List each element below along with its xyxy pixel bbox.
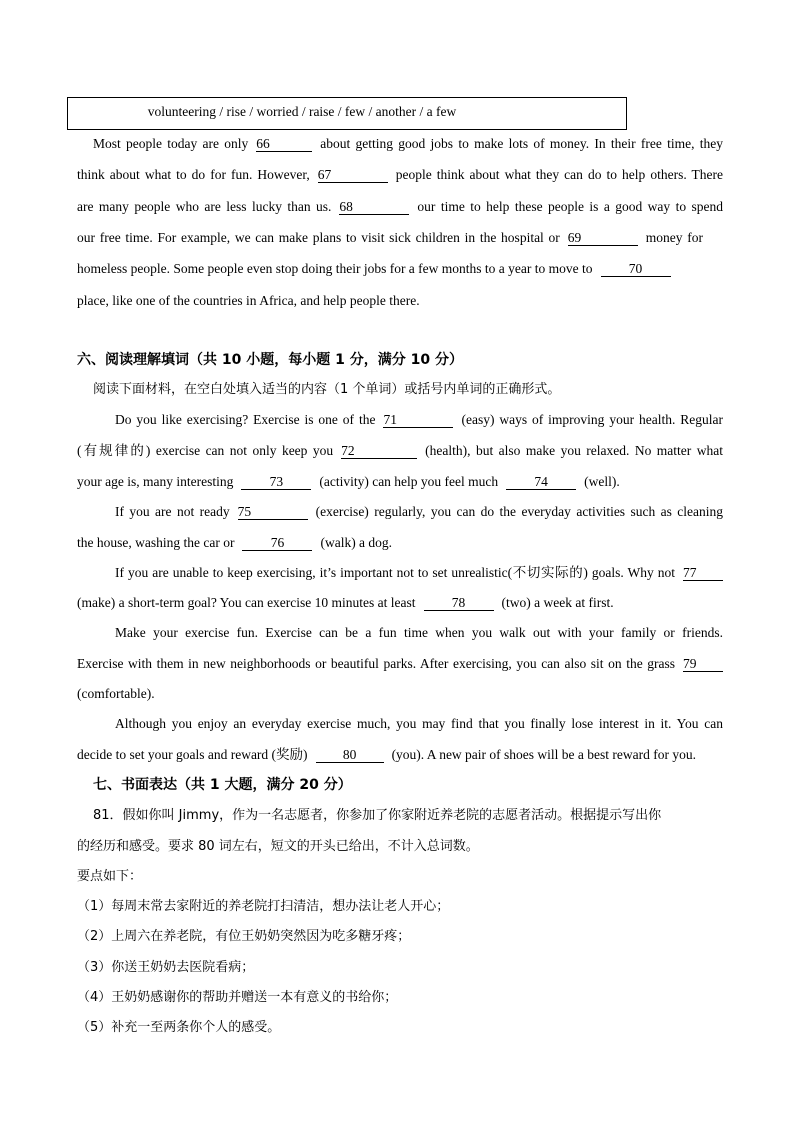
s6-line-12: decide to set your goals and reward (奖励) 80 (you). A new pair of shoes will be a best reward for you. [77, 747, 696, 762]
s6-line-11: Although you enjoy an everyday exercise much, you may find that you finally lose interest in it. You can [115, 716, 723, 731]
section6-instruction: 阅读下面材料，在空白处填入适当的内容（1 个单词）或括号内单词的正确形式。 [93, 382, 561, 397]
section7-point-2: （2）上周六在养老院，有位王奶奶突然因为吃多糖牙疼； [77, 929, 411, 944]
s6-line-6: If you are unable to keep exercising, it’s important not to set unrealistic(不切实际的) goals. Why not 77 [115, 563, 723, 583]
s6-line-4: If you are not ready 75 (exercise) regularly, you can do the everyday activities such as cleaning [115, 504, 724, 519]
passage1-line-2: think about what to do for fun. However, 67 people think about what they can do to help others. There [77, 167, 723, 182]
blank-69[interactable]: 69 [568, 230, 638, 246]
s6-line-9: Exercise with them in new neighborhoods or beautiful parks. After exercising, you can also sit on the grass 79 [77, 654, 723, 674]
passage1-line-4: our free time. For example, we can make plans to visit sick children in the hospital or 69 money for [77, 230, 704, 245]
blank-79[interactable]: 79 [683, 656, 723, 672]
blank-74[interactable]: 74 [506, 474, 576, 490]
blank-77[interactable]: 77 [683, 565, 723, 581]
blank-73[interactable]: 73 [241, 474, 311, 490]
blank-76[interactable]: 76 [242, 535, 312, 551]
s6-line-5: the house, washing the car or 76 (walk) a dog. [77, 535, 393, 550]
s6-line-3: your age is, many interesting 73 (activity) can help you feel much 74 (well). [77, 474, 620, 489]
blank-66[interactable]: 66 [256, 136, 312, 152]
s6-line-10: (comfortable). [77, 686, 155, 701]
section7-prompt-line-2: 的经历和感受。要求 80 词左右，短文的开头已给出，不计入总词数。 [77, 839, 479, 854]
section6-heading: 六、阅读理解填词（共 10 小题，每小题 1 分，满分 10 分） [77, 352, 463, 368]
section7-point-4: （4）王奶奶感谢你的帮助并赠送一本有意义的书给你； [77, 990, 398, 1005]
blank-72[interactable]: 72 [341, 443, 417, 459]
passage1-line-3: are many people who are less lucky than us. 68 our time to help these people is a good way to spend [77, 199, 723, 214]
section7-point-3: （3）你送王奶奶去医院看病； [77, 960, 255, 975]
section7-prompt-line-1: 81．假如你叫 Jimmy，作为一名志愿者，你参加了你家附近养老院的志愿者活动。根据提示写出你 [93, 808, 662, 823]
section7-heading: 七、书面表达（共 1 大题，满分 20 分） [93, 777, 352, 793]
blank-68[interactable]: 68 [339, 199, 409, 215]
s6-line-8: Make your exercise fun. Exercise can be a fun time when you walk out with your family or friends. [115, 625, 723, 640]
passage1-line-1: Most people today are only 66 about getting good jobs to make lots of money. In their free time, they [93, 136, 724, 151]
word-bank-text: volunteering / rise / worried / raise / few / another / a few [147, 104, 457, 119]
s6-line-7: (make) a short-term goal? You can exercise 10 minutes at least 78 (two) a week at first. [77, 595, 614, 610]
blank-75[interactable]: 75 [238, 504, 308, 520]
blank-71[interactable]: 71 [383, 412, 453, 428]
word-bank-box [67, 97, 627, 130]
section7-points-label: 要点如下： [77, 869, 143, 884]
blank-78[interactable]: 78 [424, 595, 494, 611]
s6-line-2: (有规律的) exercise can not only keep you 72 (health), but also make you relaxed. No matter what [77, 443, 723, 458]
section7-point-5: （5）补充一至两条你个人的感受。 [77, 1020, 281, 1035]
passage1-line-5: homeless people. Some people even stop doing their jobs for a few months to a year to move to 70 [77, 259, 679, 279]
blank-67[interactable]: 67 [318, 167, 388, 183]
section7-point-1: （1）每周末常去家附近的养老院打扫清洁，想办法让老人开心； [77, 899, 450, 914]
blank-70[interactable]: 70 [601, 261, 671, 277]
passage1-line-6: place, like one of the countries in Africa, and help people there. [77, 293, 420, 308]
blank-80[interactable]: 80 [316, 747, 384, 763]
s6-line-1: Do you like exercising? Exercise is one of the 71 (easy) ways of improving your health. Regular [115, 412, 723, 427]
